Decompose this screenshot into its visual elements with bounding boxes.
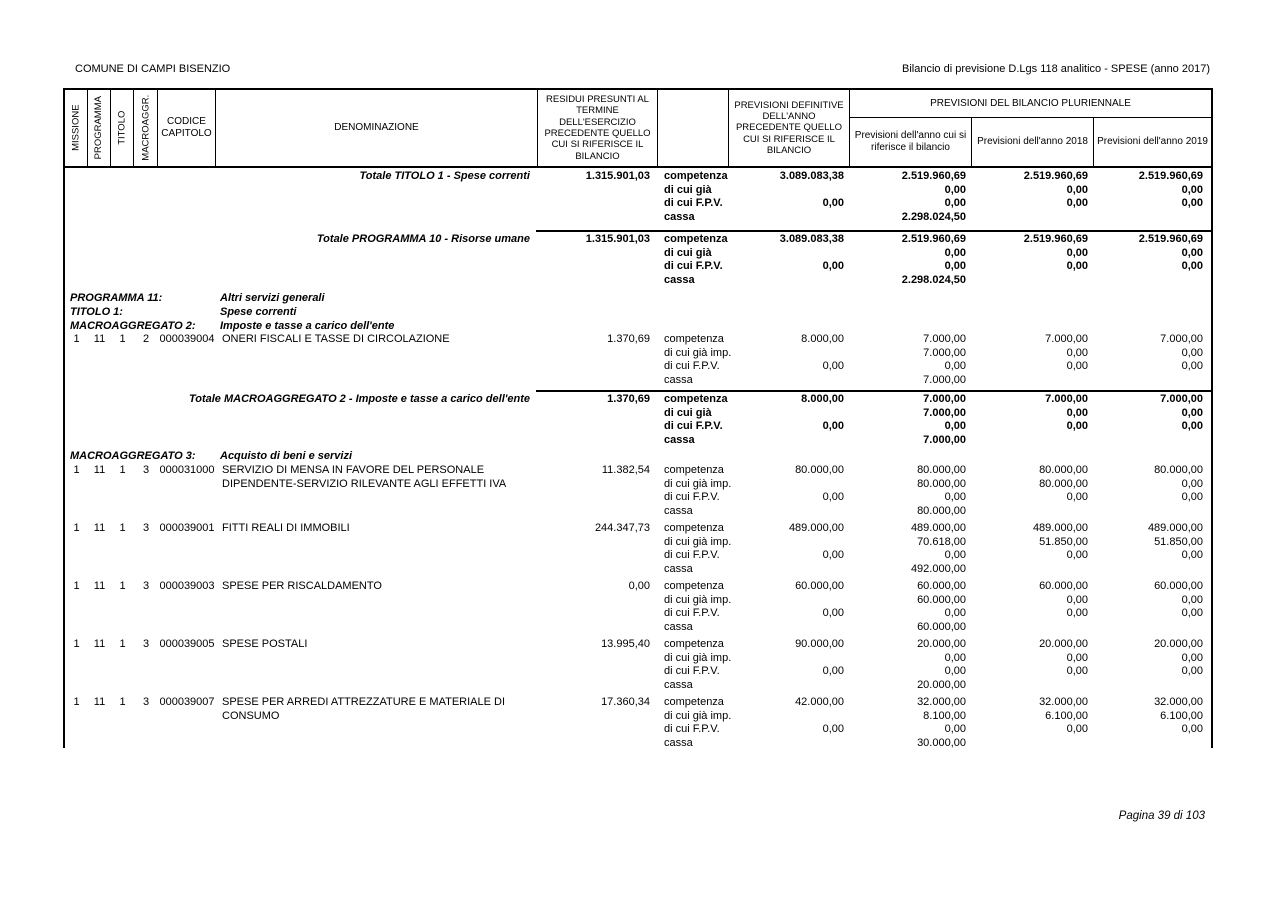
anno-rif-value: 0,00 bbox=[944, 246, 966, 259]
anno-2019-value: 0,00 bbox=[1181, 549, 1203, 562]
detail-row bbox=[65, 522, 1211, 576]
amount-line bbox=[65, 652, 1211, 666]
anno-rif-value: 2.519.960,69 bbox=[901, 170, 966, 182]
anno-2018-value: 7.000,00 bbox=[1045, 333, 1088, 345]
programma-code: 11 bbox=[93, 696, 106, 708]
anno-2019-value: 20.000,00 bbox=[1154, 638, 1203, 650]
totals-separator-line bbox=[536, 390, 1211, 392]
prev-def-value: 3.089.083,38 bbox=[779, 170, 844, 182]
amount-line bbox=[65, 347, 1211, 361]
total-row bbox=[65, 233, 1211, 287]
programma-code: 11 bbox=[93, 522, 106, 534]
amount-line bbox=[65, 536, 1211, 550]
col-anno-2018: Previsioni dell'anno 2018 bbox=[972, 118, 1094, 166]
anno-rif-value: 7.000,00 bbox=[923, 406, 966, 419]
anno-2018-value: 489.000,00 bbox=[1032, 522, 1088, 534]
macroaggregato-code: 2 bbox=[142, 333, 150, 345]
col-previsioni-definitive: PREVISIONI DEFINITIVE DELL'ANNO PRECEDENTE QUELLO CUI SI RIFERISCE IL BILANCIO bbox=[729, 90, 850, 166]
anno-rif-value: 20.000,00 bbox=[917, 678, 966, 691]
col-residui: RESIDUI PRESUNTI AL TERMINE DELL'ESERCIZIO PRECEDENTE QUELLO CUI SI RIFERISCE IL BILANCIO bbox=[538, 90, 658, 166]
line-type-label: di cui F.P.V. bbox=[664, 260, 723, 273]
macroaggregato-code: 3 bbox=[142, 638, 150, 650]
section-header-value: Acquisto di beni e servizi bbox=[220, 450, 353, 462]
programma-code: 11 bbox=[93, 638, 106, 650]
capitolo-code: 000039005 bbox=[159, 638, 215, 650]
col-titolo-label: TITOLO bbox=[116, 110, 128, 146]
amount-line bbox=[65, 710, 1211, 724]
amount-line bbox=[65, 420, 1211, 434]
prev-def-value: 0,00 bbox=[822, 197, 844, 210]
detail-row bbox=[65, 464, 1211, 518]
prev-def-value: 0,00 bbox=[822, 607, 844, 620]
line-type-label: di cui F.P.V. bbox=[664, 197, 723, 210]
line-type-label: di cui già bbox=[664, 246, 712, 259]
anno-2018-value: 0,00 bbox=[1066, 665, 1088, 678]
titolo-code: 1 bbox=[119, 464, 126, 476]
amount-line bbox=[65, 184, 1211, 198]
anno-rif-value: 7.000,00 bbox=[923, 346, 966, 359]
anno-rif-value: 80.000,00 bbox=[917, 464, 966, 476]
total-label: Totale PROGRAMMA 10 - Risorse umane bbox=[316, 233, 530, 245]
line-type-label: di cui F.P.V. bbox=[664, 491, 720, 504]
col-group-pluriennale: PREVISIONI DEL BILANCIO PLURIENNALE bbox=[850, 90, 1211, 118]
anno-2018-value: 7.000,00 bbox=[1045, 393, 1088, 405]
col-programma bbox=[88, 90, 111, 166]
anno-rif-value: 60.000,00 bbox=[917, 593, 966, 606]
amount-line bbox=[65, 260, 1211, 274]
totals-separator-line bbox=[536, 230, 1211, 232]
anno-rif-value: 7.000,00 bbox=[923, 433, 966, 446]
line-type-label: competenza bbox=[664, 393, 728, 405]
anno-2018-value: 0,00 bbox=[1066, 723, 1088, 736]
prev-def-value: 0,00 bbox=[822, 360, 844, 373]
line-type-label: competenza bbox=[664, 638, 724, 650]
detail-row bbox=[65, 638, 1211, 692]
line-type-label: di cui F.P.V. bbox=[664, 549, 720, 562]
col-codice-capitolo: CODICE CAPITOLO bbox=[158, 90, 216, 166]
anno-2018-value: 0,00 bbox=[1066, 549, 1088, 562]
table-body bbox=[63, 168, 1213, 748]
titolo-code: 1 bbox=[119, 333, 126, 345]
col-titolo bbox=[111, 90, 134, 166]
anno-2018-value: 0,00 bbox=[1066, 360, 1088, 373]
anno-2018-value: 0,00 bbox=[1066, 197, 1088, 210]
section-header-label: TITOLO 1: bbox=[70, 306, 123, 318]
prev-def-value: 80.000,00 bbox=[795, 464, 844, 476]
titolo-code: 1 bbox=[119, 522, 126, 534]
prev-def-value: 0,00 bbox=[822, 420, 844, 433]
line-type-label: competenza bbox=[664, 522, 724, 534]
anno-rif-value: 8.100,00 bbox=[923, 709, 966, 722]
line-type-label: di cui F.P.V. bbox=[664, 723, 720, 736]
col-anno-riferimento: Previsioni dell'anno cui si riferisce il bilancio bbox=[850, 118, 972, 166]
missione-code: 1 bbox=[73, 638, 80, 650]
anno-2018-value: 0,00 bbox=[1066, 607, 1088, 620]
anno-rif-value: 0,00 bbox=[944, 607, 966, 620]
amount-line bbox=[65, 723, 1211, 737]
anno-rif-value: 7.000,00 bbox=[923, 333, 966, 345]
line-type-label: di cui già imp. bbox=[664, 477, 732, 490]
amount-line bbox=[65, 374, 1211, 388]
line-type-label: di cui già imp. bbox=[664, 346, 732, 359]
document-title: COMUNE DI CAMPI BISENZIO bbox=[75, 63, 231, 75]
anno-2019-value: 2.519.960,69 bbox=[1138, 233, 1203, 245]
prev-def-value: 0,00 bbox=[822, 665, 844, 678]
page-number: Pagina 39 di 103 bbox=[1118, 810, 1205, 822]
table-header bbox=[63, 88, 1213, 168]
col-spacer bbox=[658, 90, 729, 166]
anno-2019-value: 0,00 bbox=[1181, 491, 1203, 504]
col-anno-2019: Previsioni dell'anno 2019 bbox=[1097, 136, 1208, 147]
denominazione-text: SPESE PER RISCALDAMENTO bbox=[222, 580, 382, 592]
residui-value: 17.360,34 bbox=[601, 696, 650, 708]
anno-2018-value: 0,00 bbox=[1066, 491, 1088, 504]
amount-line bbox=[65, 333, 1211, 347]
titolo-code: 1 bbox=[119, 696, 126, 708]
anno-rif-value: 0,00 bbox=[944, 723, 966, 736]
anno-2018-value: 51.850,00 bbox=[1039, 535, 1088, 548]
detail-row bbox=[65, 333, 1211, 387]
anno-rif-value: 0,00 bbox=[944, 420, 966, 433]
section-header-label: PROGRAMMA 11: bbox=[70, 292, 163, 304]
amount-line bbox=[65, 491, 1211, 505]
missione-code: 1 bbox=[73, 333, 80, 345]
line-type-label: competenza bbox=[664, 464, 724, 476]
amount-line bbox=[65, 563, 1211, 577]
denominazione-text: SERVIZIO DI MENSA IN FAVORE DEL PERSONALE DIPENDENTE-SERVIZIO RILEVANTE AGLI EFFETTI IVA bbox=[222, 464, 507, 490]
titolo-code: 1 bbox=[119, 638, 126, 650]
amount-line bbox=[65, 211, 1211, 225]
prev-def-value: 489.000,00 bbox=[788, 522, 844, 534]
anno-2018-value: 0,00 bbox=[1066, 406, 1088, 419]
col-missione bbox=[65, 90, 88, 166]
amount-line bbox=[65, 549, 1211, 563]
anno-rif-value: 0,00 bbox=[944, 197, 966, 210]
section-header-label: MACROAGGREGATO 2: bbox=[70, 320, 196, 332]
capitolo-code: 000031000 bbox=[159, 464, 215, 476]
anno-2019-value: 2.519.960,69 bbox=[1138, 170, 1203, 182]
anno-rif-value: 0,00 bbox=[944, 491, 966, 504]
anno-2018-value: 0,00 bbox=[1066, 420, 1088, 433]
anno-2019-value: 0,00 bbox=[1181, 651, 1203, 664]
section-header-value: Spese correnti bbox=[220, 306, 297, 318]
total-row bbox=[65, 393, 1211, 447]
line-type-label: di cui già imp. bbox=[664, 651, 732, 664]
anno-rif-value: 7.000,00 bbox=[923, 393, 966, 405]
anno-rif-value: 0,00 bbox=[944, 183, 966, 196]
residui-value: 1.370,69 bbox=[607, 393, 650, 405]
anno-2019-value: 0,00 bbox=[1181, 723, 1203, 736]
anno-2018-value: 2.519.960,69 bbox=[1023, 233, 1088, 245]
anno-2018-value: 60.000,00 bbox=[1039, 580, 1088, 592]
section-header-value: Altri servizi generali bbox=[220, 292, 325, 304]
denominazione-text: SPESE PER ARREDI ATTREZZATURE E MATERIALE DI CONSUMO bbox=[222, 696, 505, 722]
programma-code: 11 bbox=[93, 464, 106, 476]
residui-value: 1.315.901,03 bbox=[585, 233, 650, 245]
anno-rif-value: 70.618,00 bbox=[917, 535, 966, 548]
col-macroaggr-label: MACROAGGR. bbox=[139, 95, 151, 161]
line-type-label: di cui già imp. bbox=[664, 709, 732, 722]
prev-def-value: 3.089.083,38 bbox=[779, 233, 844, 245]
missione-code: 1 bbox=[73, 696, 80, 708]
anno-2019-value: 6.100,00 bbox=[1160, 709, 1203, 722]
col-programma-label: PROGRAMMA bbox=[93, 96, 105, 160]
anno-2018-value: 2.519.960,69 bbox=[1023, 170, 1088, 182]
anno-rif-value: 60.000,00 bbox=[917, 580, 966, 592]
section-header-label: MACROAGGREGATO 3: bbox=[70, 450, 196, 462]
anno-rif-value: 2.519.960,69 bbox=[901, 233, 966, 245]
prev-def-value: 0,00 bbox=[822, 491, 844, 504]
section-header-row bbox=[65, 305, 1211, 319]
programma-code: 11 bbox=[93, 580, 106, 592]
capitolo-code: 000039003 bbox=[159, 580, 215, 592]
anno-2019-value: 0,00 bbox=[1181, 197, 1203, 210]
detail-row bbox=[65, 696, 1211, 750]
section-row bbox=[65, 291, 1211, 333]
anno-rif-value: 7.000,00 bbox=[923, 373, 966, 386]
residui-value: 13.995,40 bbox=[601, 638, 650, 650]
line-type-label: di cui F.P.V. bbox=[664, 420, 723, 433]
titolo-code: 1 bbox=[119, 580, 126, 592]
col-missione-label: MISSIONE bbox=[70, 104, 82, 152]
programma-code: 11 bbox=[93, 333, 106, 345]
line-type-label: di cui già bbox=[664, 183, 712, 196]
anno-2019-value: 0,00 bbox=[1181, 183, 1203, 196]
amount-line bbox=[65, 478, 1211, 492]
total-label: Totale MACROAGGREGATO 2 - Imposte e tasse a carico dell'ente bbox=[188, 393, 530, 405]
prev-def-value: 90.000,00 bbox=[795, 638, 844, 650]
anno-2018-value: 20.000,00 bbox=[1039, 638, 1088, 650]
amount-line bbox=[65, 594, 1211, 608]
total-label: Totale TITOLO 1 - Spese correnti bbox=[359, 170, 530, 182]
anno-2018-value: 32.000,00 bbox=[1039, 696, 1088, 708]
anno-rif-value: 80.000,00 bbox=[917, 477, 966, 490]
amount-line bbox=[65, 434, 1211, 448]
line-type-label: cassa bbox=[664, 562, 693, 575]
residui-value: 1.370,69 bbox=[607, 333, 650, 345]
amount-line bbox=[65, 580, 1211, 594]
missione-code: 1 bbox=[73, 522, 80, 534]
residui-value: 11.382,54 bbox=[601, 464, 650, 476]
line-type-label: competenza bbox=[664, 170, 728, 182]
anno-2019-value: 0,00 bbox=[1181, 406, 1203, 419]
line-type-label: di cui F.P.V. bbox=[664, 665, 720, 678]
anno-rif-value: 0,00 bbox=[944, 549, 966, 562]
amount-line bbox=[65, 170, 1211, 184]
amount-line bbox=[65, 679, 1211, 693]
line-type-label: di cui già bbox=[664, 406, 712, 419]
anno-2019-value: 7.000,00 bbox=[1160, 393, 1203, 405]
amount-line bbox=[65, 505, 1211, 519]
amount-line bbox=[65, 247, 1211, 261]
col-macroaggr bbox=[134, 90, 158, 166]
anno-2019-value: 80.000,00 bbox=[1154, 464, 1203, 476]
anno-2019-value: 0,00 bbox=[1181, 360, 1203, 373]
anno-2018-value: 0,00 bbox=[1066, 593, 1088, 606]
anno-rif-value: 80.000,00 bbox=[917, 504, 966, 517]
line-type-label: di cui già imp. bbox=[664, 593, 732, 606]
amount-line bbox=[65, 607, 1211, 621]
total-row bbox=[65, 170, 1211, 224]
line-type-label: cassa bbox=[664, 678, 693, 691]
line-type-label: di cui F.P.V. bbox=[664, 360, 720, 373]
line-type-label: competenza bbox=[664, 233, 728, 245]
anno-rif-value: 30.000,00 bbox=[917, 736, 966, 749]
capitolo-code: 000039004 bbox=[159, 333, 215, 345]
amount-line bbox=[65, 638, 1211, 652]
anno-rif-value: 489.000,00 bbox=[910, 522, 966, 534]
anno-2018-value: 0,00 bbox=[1066, 183, 1088, 196]
amount-line bbox=[65, 665, 1211, 679]
line-type-label: di cui F.P.V. bbox=[664, 607, 720, 620]
anno-rif-value: 0,00 bbox=[944, 665, 966, 678]
anno-rif-value: 0,00 bbox=[944, 651, 966, 664]
anno-2018-value: 0,00 bbox=[1066, 651, 1088, 664]
anno-2019-value: 32.000,00 bbox=[1154, 696, 1203, 708]
amount-line bbox=[65, 274, 1211, 288]
prev-def-value: 8.000,00 bbox=[801, 393, 844, 405]
residui-value: 1.315.901,03 bbox=[585, 170, 650, 182]
anno-2019-value: 0,00 bbox=[1181, 260, 1203, 273]
anno-2018-value: 0,00 bbox=[1066, 346, 1088, 359]
amount-line bbox=[65, 233, 1211, 247]
anno-rif-value: 20.000,00 bbox=[917, 638, 966, 650]
anno-2019-value: 0,00 bbox=[1181, 420, 1203, 433]
amount-line bbox=[65, 393, 1211, 407]
anno-2019-value: 0,00 bbox=[1181, 477, 1203, 490]
col-denominazione: DENOMINAZIONE bbox=[216, 90, 538, 166]
anno-2019-value: 0,00 bbox=[1181, 607, 1203, 620]
macroaggregato-code: 3 bbox=[142, 580, 150, 592]
amount-line bbox=[65, 737, 1211, 751]
amount-line bbox=[65, 197, 1211, 211]
anno-rif-value: 492.000,00 bbox=[910, 562, 966, 575]
macroaggregato-code: 3 bbox=[142, 464, 150, 476]
capitolo-code: 000039007 bbox=[159, 696, 215, 708]
line-type-label: cassa bbox=[664, 736, 693, 749]
line-type-label: competenza bbox=[664, 696, 724, 708]
anno-2019-value: 60.000,00 bbox=[1154, 580, 1203, 592]
anno-2019-value: 0,00 bbox=[1181, 246, 1203, 259]
denominazione-text: ONERI FISCALI E TASSE DI CIRCOLAZIONE bbox=[222, 333, 450, 345]
amount-line bbox=[65, 621, 1211, 635]
prev-def-value: 0,00 bbox=[822, 260, 844, 273]
prev-def-value: 42.000,00 bbox=[795, 696, 844, 708]
document-subtitle: Bilancio di previsione D.Lgs 118 analitico - SPESE (anno 2017) bbox=[902, 63, 1210, 75]
detail-row bbox=[65, 580, 1211, 634]
line-type-label: cassa bbox=[664, 210, 695, 223]
anno-2019-value: 0,00 bbox=[1181, 665, 1203, 678]
section-header-value: Imposte e tasse a carico dell'ente bbox=[220, 320, 395, 332]
amount-line bbox=[65, 360, 1211, 374]
anno-rif-value: 0,00 bbox=[944, 260, 966, 273]
anno-2018-value: 80.000,00 bbox=[1039, 464, 1088, 476]
anno-2019-value: 7.000,00 bbox=[1160, 333, 1203, 345]
capitolo-code: 000039001 bbox=[159, 522, 215, 534]
amount-line bbox=[65, 696, 1211, 710]
anno-rif-value: 2.298.024,50 bbox=[901, 210, 966, 223]
prev-def-value: 60.000,00 bbox=[795, 580, 844, 592]
line-type-label: competenza bbox=[664, 333, 724, 345]
anno-2018-value: 0,00 bbox=[1066, 260, 1088, 273]
anno-rif-value: 0,00 bbox=[944, 360, 966, 373]
anno-2019-value: 0,00 bbox=[1181, 346, 1203, 359]
anno-2018-value: 80.000,00 bbox=[1039, 477, 1088, 490]
anno-rif-value: 2.298.024,50 bbox=[901, 273, 966, 286]
anno-2018-value: 6.100,00 bbox=[1045, 709, 1088, 722]
line-type-label: cassa bbox=[664, 620, 693, 633]
prev-def-value: 8.000,00 bbox=[801, 333, 844, 345]
amount-line bbox=[65, 464, 1211, 478]
amount-line bbox=[65, 407, 1211, 421]
line-type-label: competenza bbox=[664, 580, 724, 592]
missione-code: 1 bbox=[73, 580, 80, 592]
anno-2018-value: 0,00 bbox=[1066, 246, 1088, 259]
line-type-label: cassa bbox=[664, 433, 695, 446]
budget-table bbox=[63, 88, 1213, 749]
anno-2019-value: 0,00 bbox=[1181, 593, 1203, 606]
residui-value: 244.347,73 bbox=[594, 522, 650, 534]
denominazione-text: FITTI REALI DI IMMOBILI bbox=[222, 522, 350, 534]
anno-2019-value: 51.850,00 bbox=[1154, 535, 1203, 548]
anno-rif-value: 32.000,00 bbox=[917, 696, 966, 708]
denominazione-text: SPESE POSTALI bbox=[222, 638, 308, 650]
line-type-label: di cui già imp. bbox=[664, 535, 732, 548]
amount-line bbox=[65, 522, 1211, 536]
prev-def-value: 0,00 bbox=[822, 549, 844, 562]
missione-code: 1 bbox=[73, 464, 80, 476]
anno-rif-value: 60.000,00 bbox=[917, 620, 966, 633]
section-header-row bbox=[65, 319, 1211, 333]
section-header-row bbox=[65, 291, 1211, 305]
macroaggregato-code: 3 bbox=[142, 696, 150, 708]
anno-2019-value: 489.000,00 bbox=[1147, 522, 1203, 534]
macroaggregato-code: 3 bbox=[142, 522, 150, 534]
section-row bbox=[65, 449, 1211, 463]
prev-def-value: 0,00 bbox=[822, 723, 844, 736]
line-type-label: cassa bbox=[664, 504, 693, 517]
line-type-label: cassa bbox=[664, 273, 695, 286]
line-type-label: cassa bbox=[664, 373, 693, 386]
residui-value: 0,00 bbox=[628, 580, 650, 592]
section-header-row bbox=[65, 449, 1211, 463]
